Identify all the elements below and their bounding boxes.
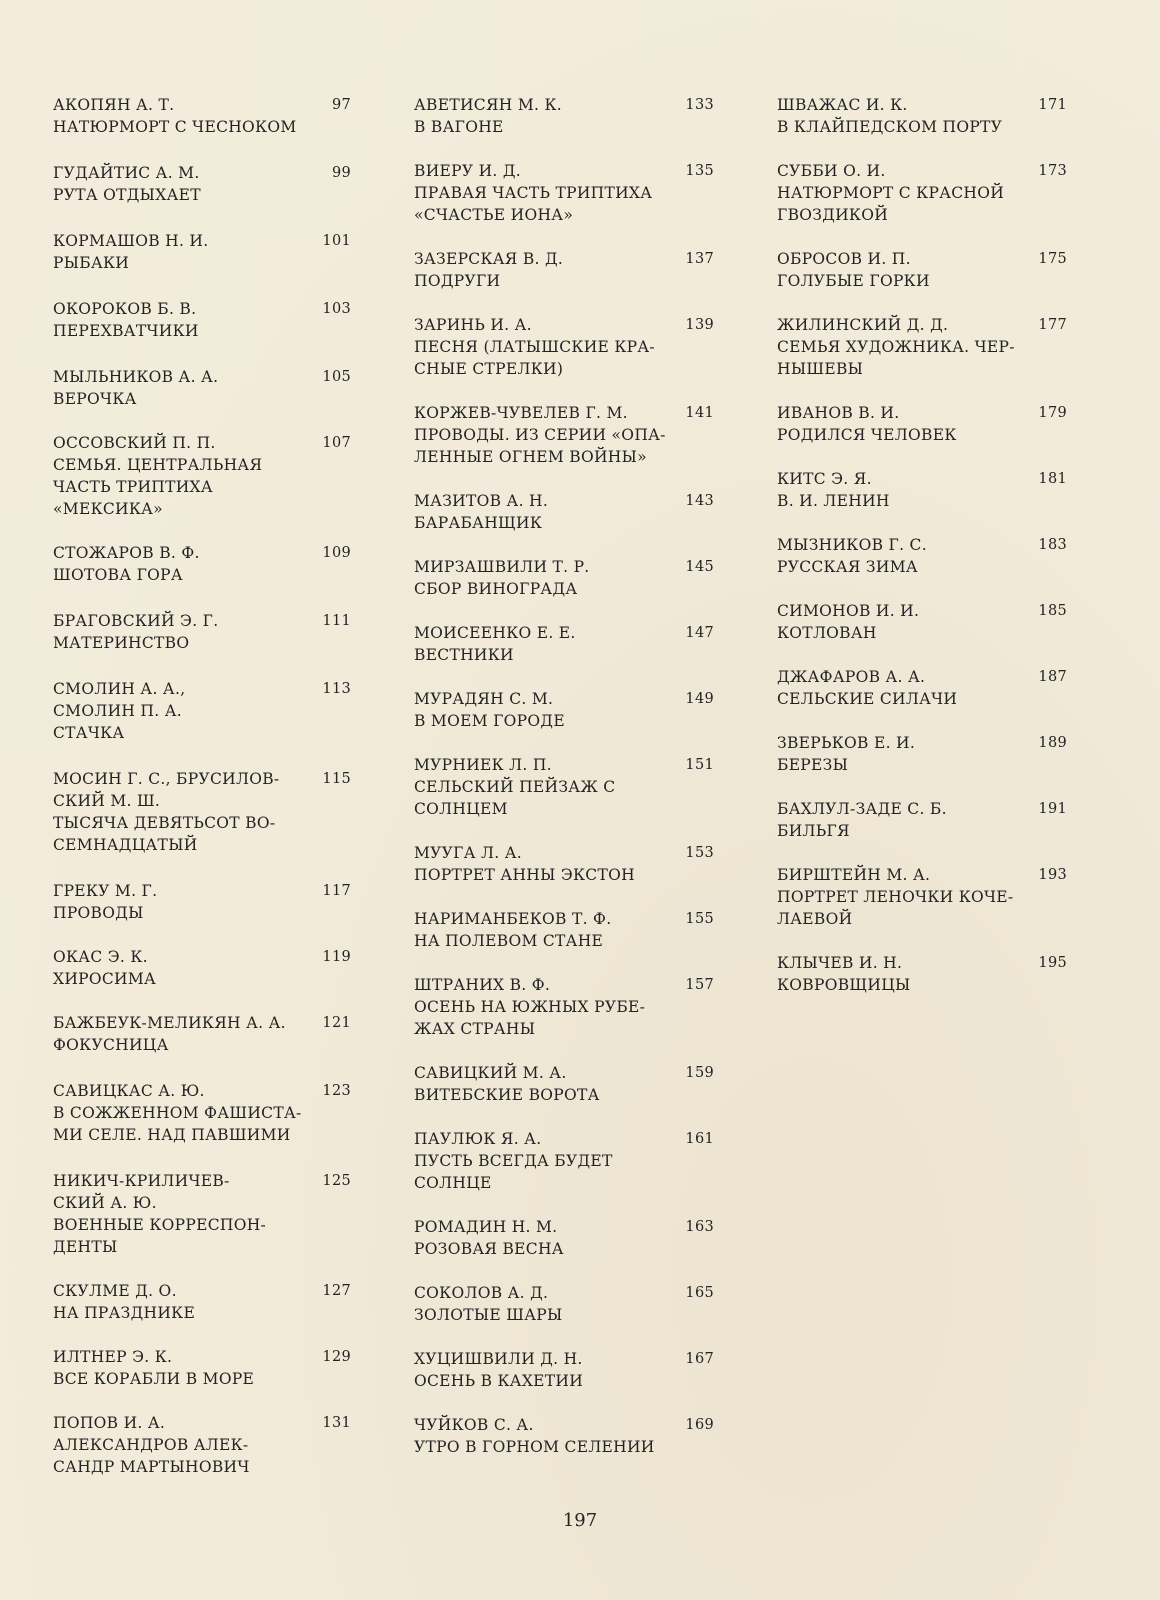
index-entry xyxy=(53,162,373,206)
artwork-title-line: ХИРОСИМА xyxy=(53,970,157,988)
artwork-title-line: БАРАБАНЩИК xyxy=(414,514,543,532)
entry-page-number: 163 xyxy=(685,1219,714,1235)
entry-text xyxy=(53,542,308,586)
entry-text xyxy=(414,974,669,1040)
index-entry xyxy=(414,314,734,380)
artwork-title-line: ВОЕННЫЕ КОРРЕСПОН- xyxy=(53,1216,267,1234)
entry-text xyxy=(777,952,1032,996)
artwork-title-line: СМОЛИН П. А. xyxy=(53,702,182,720)
index-entry xyxy=(414,754,734,820)
entry-page-number: 185 xyxy=(1038,603,1067,619)
artwork-title-line: ПРАВАЯ ЧАСТЬ ТРИПТИХА xyxy=(414,184,653,202)
index-entry xyxy=(53,678,373,744)
artwork-title-line: ПОРТРЕТ АННЫ ЭКСТОН xyxy=(414,866,635,884)
artwork-title-line: ГОЛУБЫЕ ГОРКИ xyxy=(777,272,930,290)
index-entry xyxy=(414,842,734,886)
artist-name: БИРШТЕЙН М. А. xyxy=(777,866,931,884)
entry-text xyxy=(777,798,1032,842)
artwork-title-line: КОВРОВЩИЦЫ xyxy=(777,976,911,994)
artwork-title-line: НЫШЕВЫ xyxy=(777,360,864,378)
index-entry xyxy=(53,542,373,586)
entry-text xyxy=(53,678,308,744)
artwork-title-line: НА ПРАЗДНИКЕ xyxy=(53,1304,196,1322)
index-column-3 xyxy=(777,94,1097,996)
entry-page-number: 161 xyxy=(685,1131,714,1147)
entry-page-number: 189 xyxy=(1038,735,1067,751)
artwork-title-line: СОЛНЦЕМ xyxy=(414,800,508,818)
artwork-title-line: РУССКАЯ ЗИМА xyxy=(777,558,918,576)
entry-page-number: 127 xyxy=(322,1283,351,1299)
index-entry xyxy=(53,432,373,520)
entry-page-number: 149 xyxy=(685,691,714,707)
entry-text xyxy=(414,402,669,468)
entry-text xyxy=(53,1346,308,1390)
entry-page-number: 103 xyxy=(322,301,351,317)
index-entry xyxy=(777,732,1097,776)
artwork-title-line: СТАЧКА xyxy=(53,724,125,742)
artist-name: ГУДАЙТИС А. М. xyxy=(53,164,200,182)
artwork-title-line: СЕМЬЯ ХУДОЖНИКА. ЧЕР- xyxy=(777,338,1015,356)
artwork-title-line: НАТЮРМОРТ С КРАСНОЙ xyxy=(777,184,1005,202)
entry-text xyxy=(53,94,308,138)
entry-text xyxy=(414,490,669,534)
index-entry xyxy=(414,1348,734,1392)
entry-text xyxy=(53,230,308,274)
artist-name: ОССОВСКИЙ П. П. xyxy=(53,434,216,452)
artwork-title-line: ПОДРУГИ xyxy=(414,272,501,290)
artwork-title-line: В. И. ЛЕНИН xyxy=(777,492,890,510)
entry-page-number: 153 xyxy=(685,845,714,861)
artwork-title-line: ВЕРОЧКА xyxy=(53,390,137,408)
entry-text xyxy=(414,1348,669,1392)
page-number: 197 xyxy=(562,1510,598,1531)
entry-text xyxy=(414,622,669,666)
entry-page-number: 191 xyxy=(1038,801,1067,817)
entry-text xyxy=(414,908,669,952)
index-entry xyxy=(53,946,373,990)
index-entry xyxy=(53,298,373,342)
artist-name: ИЛТНЕР Э. К. xyxy=(53,1348,173,1366)
entry-text xyxy=(777,160,1032,226)
artwork-title-line: МАТЕРИНСТВО xyxy=(53,634,190,652)
artwork-title-line: ВЕСТНИКИ xyxy=(414,646,514,664)
artwork-title-line: РЫБАКИ xyxy=(53,254,130,272)
artist-name: ОКОРОКОВ Б. В. xyxy=(53,300,197,318)
entry-text xyxy=(53,610,308,654)
artist-name: КИТС Э. Я. xyxy=(777,470,872,488)
index-entry xyxy=(414,1062,734,1106)
artwork-title-line: ПРОВОДЫ xyxy=(53,904,144,922)
artist-name: СИМОНОВ И. И. xyxy=(777,602,920,620)
artist-name: ШВАЖАС И. К. xyxy=(777,96,908,114)
artwork-title-line: ДЕНТЫ xyxy=(53,1238,118,1256)
artist-name: СУББИ О. И. xyxy=(777,162,886,180)
entry-page-number: 141 xyxy=(685,405,714,421)
index-entry xyxy=(414,908,734,952)
entry-page-number: 151 xyxy=(685,757,714,773)
index-entry xyxy=(414,974,734,1040)
artist-name: ОБРОСОВ И. П. xyxy=(777,250,911,268)
entry-text xyxy=(414,1282,669,1326)
index-entry xyxy=(414,1282,734,1326)
index-entry xyxy=(53,1012,373,1056)
entry-text xyxy=(777,248,1032,292)
entry-page-number: 167 xyxy=(685,1351,714,1367)
artist-name: ЗАРИНЬ И. А. xyxy=(414,316,532,334)
entry-text xyxy=(414,160,669,226)
artwork-title-line: РУТА ОТДЫХАЕТ xyxy=(53,186,201,204)
entry-text xyxy=(414,314,669,380)
index-entry xyxy=(53,768,373,856)
entry-text xyxy=(777,314,1032,380)
entry-page-number: 179 xyxy=(1038,405,1067,421)
artwork-title-line: СНЫЕ СТРЕЛКИ) xyxy=(414,360,564,378)
index-entry xyxy=(414,1128,734,1194)
index-entry xyxy=(414,556,734,600)
artwork-title-line: САНДР МАРТЫНОВИЧ xyxy=(53,1458,250,1476)
artwork-title-line: МИ СЕЛЕ. НАД ПАВШИМИ xyxy=(53,1126,291,1144)
entry-page-number: 139 xyxy=(685,317,714,333)
artwork-title-line: СЕМНАДЦАТЫЙ xyxy=(53,836,198,854)
entry-page-number: 111 xyxy=(322,613,351,629)
artist-name: МУРАДЯН С. М. xyxy=(414,690,554,708)
artist-name: БРАГОВСКИЙ Э. Г. xyxy=(53,612,219,630)
artwork-title-line: В КЛАЙПЕДСКОМ ПОРТУ xyxy=(777,118,1003,136)
entry-text xyxy=(414,1128,669,1194)
index-entry xyxy=(777,402,1097,446)
artist-name: БАХЛУЛ-ЗАДЕ С. Б. xyxy=(777,800,947,818)
artist-name: ЗВЕРЬКОВ Е. И. xyxy=(777,734,916,752)
index-entry xyxy=(777,314,1097,380)
artwork-title-line: ПРОВОДЫ. ИЗ СЕРИИ «ОПА- xyxy=(414,426,666,444)
artist-name: НИКИЧ-КРИЛИЧЕВ- xyxy=(53,1172,230,1190)
artwork-title-line: В СОЖЖЕННОМ ФАШИСТА- xyxy=(53,1104,302,1122)
artwork-title-line: СЕМЬЯ. ЦЕНТРАЛЬНАЯ xyxy=(53,456,263,474)
index-entry xyxy=(414,622,734,666)
artist-name: НАРИМАНБЕКОВ Т. Ф. xyxy=(414,910,612,928)
entry-page-number: 133 xyxy=(685,97,714,113)
entry-page-number: 129 xyxy=(322,1349,351,1365)
index-entry xyxy=(53,1280,373,1324)
entry-page-number: 155 xyxy=(685,911,714,927)
index-entry xyxy=(53,230,373,274)
entry-page-number: 157 xyxy=(685,977,714,993)
artwork-title-line: СЕЛЬСКИЙ ПЕЙЗАЖ С xyxy=(414,778,616,796)
entry-page-number: 173 xyxy=(1038,163,1067,179)
artwork-title-line: НА ПОЛЕВОМ СТАНЕ xyxy=(414,932,604,950)
entry-text xyxy=(53,298,308,342)
artwork-title-line: В ВАГОНЕ xyxy=(414,118,504,136)
entry-text xyxy=(414,688,669,732)
artwork-title-line: ВСЕ КОРАБЛИ В МОРЕ xyxy=(53,1370,255,1388)
artist-name: ВИЕРУ И. Д. xyxy=(414,162,521,180)
entry-text xyxy=(414,248,669,292)
entry-text xyxy=(777,94,1032,138)
artwork-title-line: СКИЙ М. Ш. xyxy=(53,792,161,810)
entry-page-number: 143 xyxy=(685,493,714,509)
entry-page-number: 135 xyxy=(685,163,714,179)
artwork-title-line: ОСЕНЬ НА ЮЖНЫХ РУБЕ- xyxy=(414,998,646,1016)
index-entry xyxy=(777,468,1097,512)
entry-page-number: 169 xyxy=(685,1417,714,1433)
index-entry xyxy=(414,94,734,138)
artwork-title-line: РОДИЛСЯ ЧЕЛОВЕК xyxy=(777,426,957,444)
index-entry xyxy=(53,94,373,138)
entry-page-number: 119 xyxy=(322,949,351,965)
artist-name: ЧУЙКОВ С. А. xyxy=(414,1416,534,1434)
artist-name: КОРЖЕВ-ЧУВЕЛЕВ Г. М. xyxy=(414,404,628,422)
entry-page-number: 171 xyxy=(1038,97,1067,113)
entry-page-number: 109 xyxy=(322,545,351,561)
artwork-title-line: СБОР ВИНОГРАДА xyxy=(414,580,578,598)
index-entry xyxy=(53,366,373,410)
entry-page-number: 195 xyxy=(1038,955,1067,971)
entry-text xyxy=(53,162,308,206)
entry-page-number: 145 xyxy=(685,559,714,575)
artist-name: СТОЖАРОВ В. Ф. xyxy=(53,544,200,562)
artwork-title-line: СЕЛЬСКИЕ СИЛАЧИ xyxy=(777,690,958,708)
index-entry xyxy=(53,1080,373,1146)
entry-text xyxy=(414,94,669,138)
entry-page-number: 177 xyxy=(1038,317,1067,333)
artist-name: МИРЗАШВИЛИ Т. Р. xyxy=(414,558,590,576)
index-entry xyxy=(414,1216,734,1260)
entry-page-number: 121 xyxy=(322,1015,351,1031)
entry-page-number: 123 xyxy=(322,1083,351,1099)
artwork-title-line: ПЕРЕХВАТЧИКИ xyxy=(53,322,199,340)
index-entry xyxy=(777,798,1097,842)
artwork-title-line: ЧАСТЬ ТРИПТИХА xyxy=(53,478,213,496)
index-column-2 xyxy=(414,94,734,1458)
artwork-title-line: ШОТОВА ГОРА xyxy=(53,566,183,584)
index-entry xyxy=(414,688,734,732)
entry-text xyxy=(777,468,1032,512)
artwork-title-line: ЛАЕВОЙ xyxy=(777,910,853,928)
index-entry xyxy=(777,534,1097,578)
index-entry xyxy=(53,1412,373,1478)
index-entry xyxy=(53,610,373,654)
artist-name: РОМАДИН Н. М. xyxy=(414,1218,558,1236)
entry-page-number: 183 xyxy=(1038,537,1067,553)
index-entry xyxy=(777,248,1097,292)
artwork-title-line: ОСЕНЬ В КАХЕТИИ xyxy=(414,1372,584,1390)
artwork-title-line: СОЛНЦЕ xyxy=(414,1174,492,1192)
entry-page-number: 99 xyxy=(331,165,351,181)
index-entry xyxy=(414,1414,734,1458)
entry-page-number: 101 xyxy=(322,233,351,249)
index-entry xyxy=(414,490,734,534)
artist-name: ЖИЛИНСКИЙ Д. Д. xyxy=(777,316,949,334)
entry-text xyxy=(414,1062,669,1106)
entry-page-number: 175 xyxy=(1038,251,1067,267)
entry-page-number: 113 xyxy=(322,681,351,697)
entry-text xyxy=(777,732,1032,776)
entry-text xyxy=(53,1012,308,1056)
entry-text xyxy=(53,768,308,856)
artist-name: ИВАНОВ В. И. xyxy=(777,404,900,422)
entry-text xyxy=(53,366,308,410)
artwork-title-line: АЛЕКСАНДРОВ АЛЕК- xyxy=(53,1436,249,1454)
entry-text xyxy=(53,1080,308,1146)
entry-text xyxy=(414,754,669,820)
artwork-title-line: «СЧАСТЬЕ ИОНА» xyxy=(414,206,574,224)
entry-page-number: 131 xyxy=(322,1415,351,1431)
artist-name: МОСИН Г. С., БРУСИЛОВ- xyxy=(53,770,280,788)
artwork-title-line: БЕРЕЗЫ xyxy=(777,756,849,774)
artwork-title-line: ПУСТЬ ВСЕГДА БУДЕТ xyxy=(414,1152,613,1170)
artwork-title-line: ВИТЕБСКИЕ ВОРОТА xyxy=(414,1086,600,1104)
artist-name: АКОПЯН А. Т. xyxy=(53,96,175,114)
entry-text xyxy=(414,1414,669,1458)
artist-name: МУРНИЕК Л. П. xyxy=(414,756,552,774)
artwork-title-line: КОТЛОВАН xyxy=(777,624,877,642)
artist-name: МУУГА Л. А. xyxy=(414,844,522,862)
artist-name: МЫЛЬНИКОВ А. А. xyxy=(53,368,219,386)
index-entry xyxy=(777,160,1097,226)
index-entry xyxy=(777,864,1097,930)
artwork-title-line: ПОРТРЕТ ЛЕНОЧКИ КОЧЕ- xyxy=(777,888,1014,906)
artist-name: СМОЛИН А. А., xyxy=(53,680,186,698)
entry-page-number: 115 xyxy=(322,771,351,787)
entry-text xyxy=(777,534,1032,578)
artist-name: САВИЦКИЙ М. А. xyxy=(414,1064,567,1082)
entry-text xyxy=(414,842,669,886)
artist-name: МАЗИТОВ А. Н. xyxy=(414,492,549,510)
entry-text xyxy=(777,666,1032,710)
entry-page-number: 187 xyxy=(1038,669,1067,685)
entry-page-number: 159 xyxy=(685,1065,714,1081)
index-entry xyxy=(777,600,1097,644)
entry-text xyxy=(53,880,308,924)
index-entry xyxy=(777,94,1097,138)
entry-page-number: 165 xyxy=(685,1285,714,1301)
artist-name: БАЖБЕУК-МЕЛИКЯН А. А. xyxy=(53,1014,286,1032)
entry-text xyxy=(53,946,308,990)
artwork-title-line: ГВОЗДИКОЙ xyxy=(777,206,889,224)
entry-text xyxy=(414,556,669,600)
artwork-title-line: «МЕКСИКА» xyxy=(53,500,163,518)
entry-text xyxy=(777,600,1032,644)
artist-name: ЗАЗЕРСКАЯ В. Д. xyxy=(414,250,564,268)
artist-name: ПОПОВ И. А. xyxy=(53,1414,166,1432)
index-entry xyxy=(777,952,1097,996)
artist-name: СОКОЛОВ А. Д. xyxy=(414,1284,549,1302)
artist-name: ХУЦИШВИЛИ Д. Н. xyxy=(414,1350,583,1368)
index-entry xyxy=(414,248,734,292)
index-entry xyxy=(414,402,734,468)
index-entry xyxy=(53,1346,373,1390)
entry-page-number: 181 xyxy=(1038,471,1067,487)
entry-page-number: 193 xyxy=(1038,867,1067,883)
entry-page-number: 137 xyxy=(685,251,714,267)
index-column-1 xyxy=(53,94,373,1478)
entry-text xyxy=(53,1412,308,1478)
artwork-title-line: БИЛЬГЯ xyxy=(777,822,850,840)
index-entry xyxy=(53,1170,373,1258)
artist-name: КЛЫЧЕВ И. Н. xyxy=(777,954,903,972)
artwork-title-line: ФОКУСНИЦА xyxy=(53,1036,169,1054)
entry-text xyxy=(53,1280,308,1324)
artist-name: ДЖАФАРОВ А. А. xyxy=(777,668,926,686)
index-entry xyxy=(777,666,1097,710)
entry-page-number: 97 xyxy=(331,97,351,113)
entry-page-number: 107 xyxy=(322,435,351,451)
artwork-title-line: СКИЙ А. Ю. xyxy=(53,1194,157,1212)
index-entry xyxy=(53,880,373,924)
artwork-title-line: НАТЮРМОРТ С ЧЕСНОКОМ xyxy=(53,118,297,136)
artist-name: ГРЕКУ М. Г. xyxy=(53,882,158,900)
artist-name: ОКАС Э. К. xyxy=(53,948,148,966)
artwork-title-line: УТРО В ГОРНОМ СЕЛЕНИИ xyxy=(414,1438,655,1456)
artist-name: МЫЗНИКОВ Г. С. xyxy=(777,536,927,554)
artist-name: КОРМАШОВ Н. И. xyxy=(53,232,209,250)
artwork-title-line: ЛЕННЫЕ ОГНЕМ ВОЙНЫ» xyxy=(414,448,647,466)
artist-name: АВЕТИСЯН М. К. xyxy=(414,96,562,114)
entry-page-number: 125 xyxy=(322,1173,351,1189)
entry-text xyxy=(777,864,1032,930)
artwork-title-line: ЗОЛОТЫЕ ШАРЫ xyxy=(414,1306,563,1324)
index-entry xyxy=(414,160,734,226)
artist-name: СКУЛМЕ Д. О. xyxy=(53,1282,177,1300)
artwork-title-line: ЖАХ СТРАНЫ xyxy=(414,1020,536,1038)
entry-text xyxy=(414,1216,669,1260)
artwork-title-line: РОЗОВАЯ ВЕСНА xyxy=(414,1240,564,1258)
entry-text xyxy=(777,402,1032,446)
artwork-title-line: ПЕСНЯ (ЛАТЫШСКИЕ КРА- xyxy=(414,338,655,356)
artist-name: ПАУЛЮК Я. А. xyxy=(414,1130,542,1148)
artwork-title-line: ТЫСЯЧА ДЕВЯТЬСОТ ВО- xyxy=(53,814,276,832)
entry-page-number: 105 xyxy=(322,369,351,385)
artwork-title-line: В МОЕМ ГОРОДЕ xyxy=(414,712,565,730)
entry-page-number: 147 xyxy=(685,625,714,641)
artist-name: МОИСЕЕНКО Е. Е. xyxy=(414,624,576,642)
artist-name: САВИЦКАС А. Ю. xyxy=(53,1082,205,1100)
entry-text xyxy=(53,432,308,520)
entry-page-number: 117 xyxy=(322,883,351,899)
artist-name: ШТРАНИХ В. Ф. xyxy=(414,976,551,994)
entry-text xyxy=(53,1170,308,1258)
